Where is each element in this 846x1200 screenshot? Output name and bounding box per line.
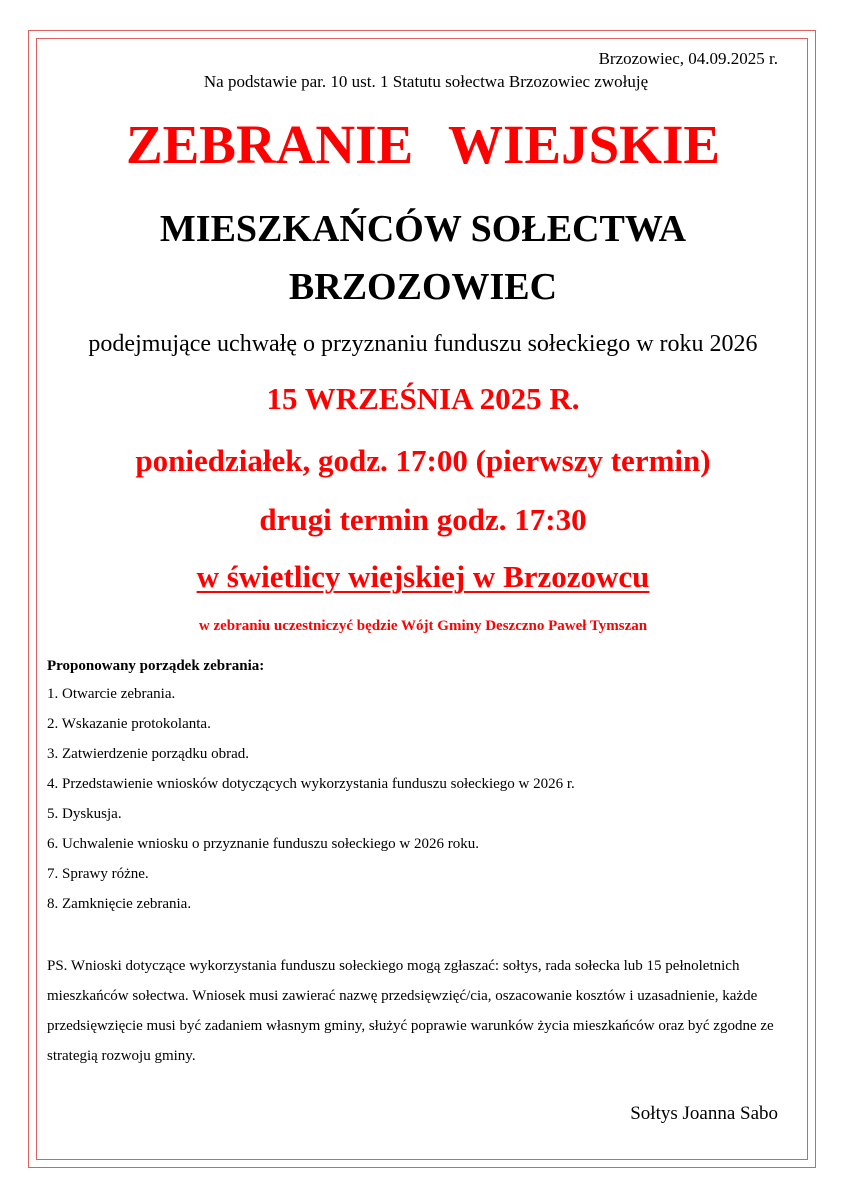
first-term-time: poniedziałek, godz. 17:00 (pierwszy termin) (135, 443, 711, 478)
agenda-item: 2. Wskazanie protokolanta. (47, 716, 211, 732)
second-term-time: drugi termin godz. 17:30 (259, 502, 587, 537)
agenda-item: 8. Zamknięcie zebrania. (47, 896, 192, 912)
agenda-list (47, 684, 575, 924)
agenda-title: Proponowany porządek zebrania: (47, 658, 265, 674)
subtitle-line-2: BRZOZOWIEC (288, 266, 558, 308)
subtitle-line-1: MIESZKAŃCÓW SOŁECTWA (159, 208, 687, 250)
agenda-item: 6. Uchwalenie wniosku o przyznanie funduszu sołeckiego w 2026 roku. (47, 836, 479, 852)
guest-note: w zebraniu uczestniczyć będzie Wójt Gminy Deszczno Paweł Tymszan (198, 618, 648, 634)
agenda-item: 1. Otwarcie zebrania. (47, 686, 176, 702)
intro-statement: Na podstawie par. 10 ust. 1 Statutu sołectwa Brzozowiec zwołuję (203, 72, 649, 91)
agenda-item: 7. Sprawy różne. (47, 866, 149, 882)
meeting-date: 15 WRZEŚNIA 2025 R. (266, 381, 580, 416)
postscript: PS. Wnioski dotyczące wykorzystania funduszu sołeckiego mogą zgłaszać: sołtys, rada sołecka lub 15 pełnoletnich mieszkańców sołectwa. Wniosek musi zawierać nazwę przedsięwzięć/cia, oszacowanie kosztów i uzasadnienie, każde przedsięwzięcie musi być zadaniem własnym gminy, służyć poprawie warunków życia mieszkańców oraz być zgodne ze strategią rozwoju gminy. (47, 958, 774, 1064)
resolution-text: podejmujące uchwałę o przyznaniu funduszu sołeckiego w roku 2026 (88, 331, 758, 357)
agenda-item: 5. Dyskusja. (47, 806, 122, 822)
agenda-item: 4. Przedstawienie wniosków dotyczących wykorzystania funduszu sołeckiego w 2026 r. (47, 776, 575, 792)
venue-text: w świetlicy wiejskiej w Brzozowcu (196, 559, 650, 594)
headline: ZEBRANIE WIEJSKIE (125, 114, 721, 175)
signature: Sołtys Joanna Sabo (630, 1103, 778, 1124)
agenda-item: 3. Zatwierdzenie porządku obrad. (47, 746, 249, 762)
place-and-date: Brzozowiec, 04.09.2025 r. (598, 49, 778, 68)
venue (0, 556, 846, 598)
